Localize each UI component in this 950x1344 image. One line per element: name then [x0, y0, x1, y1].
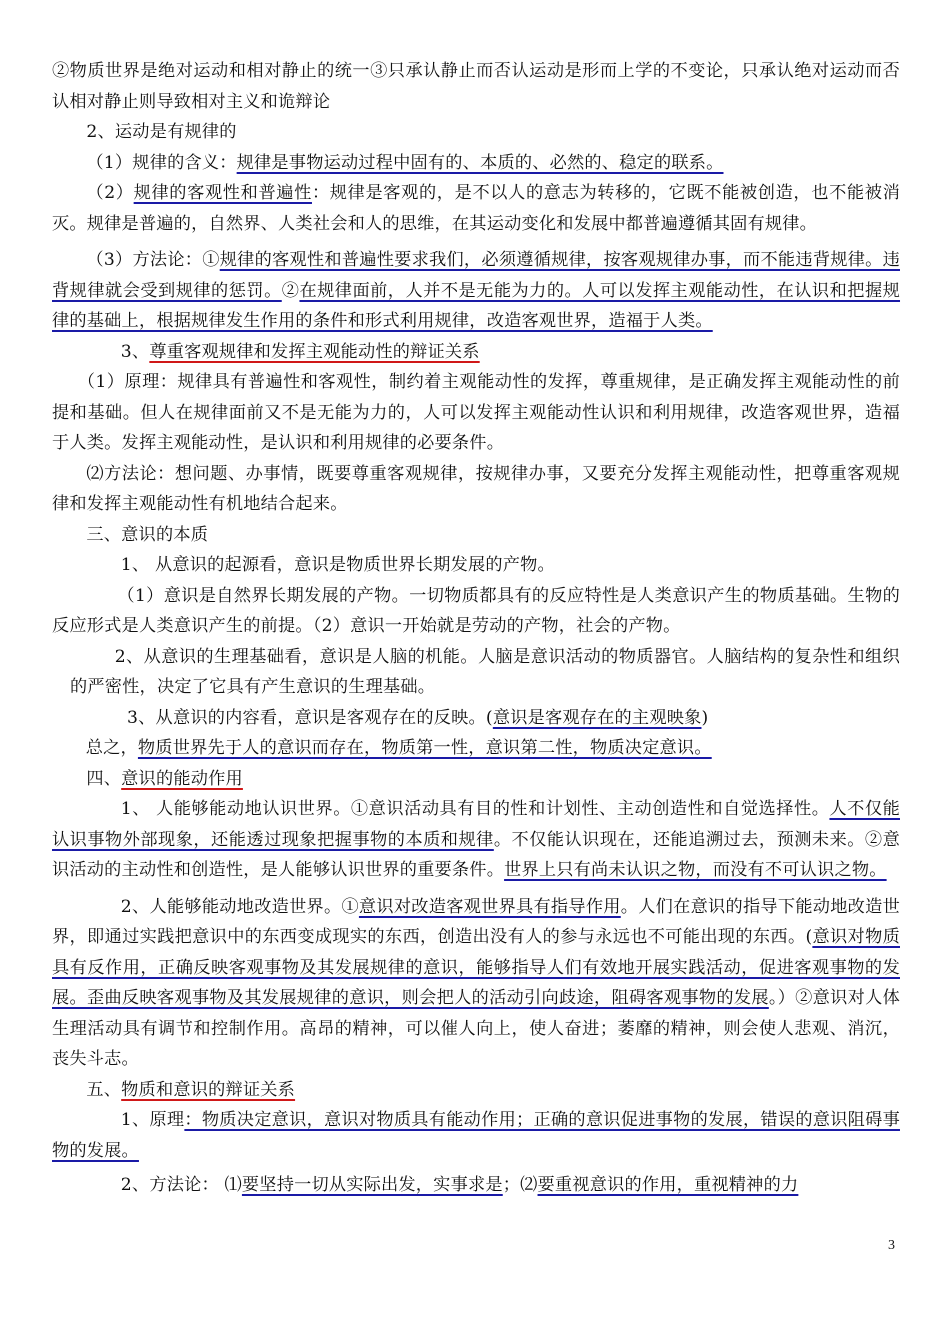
underlined-text: 物质世界先于人的意识而存在，物质第一性，意识第二性，物质决定意识。	[137, 738, 712, 758]
underlined-heading: 意识的能动作用	[121, 768, 243, 789]
underlined-text: 在规律面前，人并不是无能为力的。人可以发挥主观能动性，在认识和把握规律的基础上，根据规律发生作用的条件和形式利用规律，改造客观世界，造福于人类。	[52, 280, 901, 331]
underlined-text: 规律的客观性和普遍性	[133, 183, 312, 203]
paragraph-consciousness-origin: 1、 从意识的起源看，意识是物质世界长期发展的产物。	[120, 555, 555, 575]
underlined-text: 规律的客观性和普遍性要求我们，必须遵循规律，按客观规律办事，而不能违背规律。违背规律就会受到规律的惩罚。	[52, 250, 900, 301]
heading-motion-law: 2、运动是有规律的	[86, 122, 237, 142]
paragraph-matter-methodology: 2、方法论： ⑴要坚持一切从实际出发，实事求是；⑵要重视意识的作用，重视精神的力	[120, 1175, 799, 1195]
underlined-text: 规律是事物运动过程中固有的、本质的、必然的、稳定的联系。	[236, 152, 724, 173]
underlined-text: 世界上只有尚未认识之物，而没有不可认识之物。	[504, 860, 887, 880]
paragraph-physiological-basis: 2、从意识的生理基础看，意识是人脑的机能。人脑是意识活动的物质器官。人脑结构的复杂性和组织的严密性，决定了它具有产生意识的生理基础。	[70, 646, 900, 697]
page-number: 3	[888, 1238, 895, 1253]
underlined-text: 要坚持一切从实际出发，实事求是	[241, 1175, 503, 1195]
heading-consciousness-essence: 三、意识的本质	[86, 524, 209, 545]
underlined-text: 要重视意识的作用，重视精神的力	[537, 1175, 799, 1195]
paragraph-principle: （1）原理：规律具有普遍性和客观性，制约着主观能动性的发挥，尊重规律，是正确发挥主观能动性的前提和基础。但人在规律面前又不是无能为力的，人可以发挥主观能动性认识和利用规律，改造客观世界，造福于人类。发挥主观能动性，是认识和利用规律的必要条件。	[52, 372, 900, 453]
underlined-text: 意识是客观存在的主观映象	[492, 707, 702, 728]
heading-matter-consciousness: 五、物质和意识的辩证关系	[86, 1079, 296, 1100]
heading-active-role: 四、意识的能动作用	[86, 768, 243, 789]
document-page	[52, 56, 900, 1201]
paragraph-matter-principle: 1、原理：物质决定意识，意识对物质具有能动作用；正确的意识促进事物的发展，错误的意识阻碍事物的发展。	[52, 1110, 900, 1161]
underlined-text: 人不仅能认识事物外部现象，还能透过现象把握事物的本质和规律	[52, 799, 900, 850]
paragraph-motion-unity: ②物质世界是绝对运动和相对静止的统一③只承认静止而否认运动是形而上学的不变论，只承认绝对运动而否认相对静止则导致相对主义和诡辩论	[52, 61, 900, 112]
paragraph-nature-product: （1）意识是自然界长期发展的产物。一切物质都具有的反应特性是人类意识产生的物质基础。生物的反应形式是人类意识产生的前提。（2）意识一开始就是劳动的产物，社会的产物。	[52, 585, 900, 636]
underlined-heading: 物质和意识的辩证关系	[121, 1079, 296, 1100]
paragraph-law-methodology: （3）方法论：①规律的客观性和普遍性要求我们，必须遵循规律，按客观规律办事，而不能违背规律。违背规律就会受到规律的惩罚。②在规律面前，人并不是无能为力的。人可以发挥主观能动性，在认识和把握规律的基础上，根据规律发生作用的条件和形式利用规律，改造客观世界，造福于人类。	[52, 250, 901, 331]
paragraph-methodology: ⑵方法论：想问题、办事情，既要尊重客观规律，按规律办事，又要充分发挥主观能动性，把尊重客观规律和发挥主观能动性有机地结合起来。	[52, 463, 900, 514]
underlined-heading: 尊重客观规律和发挥主观能动性的辩证关系	[149, 341, 480, 362]
heading-dialectical-relation: 3、尊重客观规律和发挥主观能动性的辩证关系	[120, 341, 480, 362]
paragraph-summary: 总之，物质世界先于人的意识而存在，物质第一性，意识第二性，物质决定意识。	[85, 738, 712, 758]
paragraph-knowing-world: 1、 人能够能动地认识世界。①意识活动具有目的性和计划性、主动创造性和自觉选择性。人不仅能认识事物外部现象，还能透过现象把握事物的本质和规律。不仅能认识现在，还能追溯过去，预测未来。②意识活动的主动性和创造性，是人能够认识世界的重要条件。世界上只有尚未认识之物，而没有不可认识之物。	[52, 799, 900, 880]
underlined-text: ：物质决定意识，意识对物质具有能动作用；正确的意识促进事物的发展，错误的意识阻碍事物的发展。	[52, 1110, 900, 1161]
underlined-text: 意识对改造客观世界具有指导作用	[358, 896, 621, 917]
paragraph-transforming-world: 2、人能够能动地改造世界。①意识对改造客观世界具有指导作用。人们在意识的指导下能动地改造世界，即通过实践把意识中的东西变成现实的东西，创造出没有人的参与永远也不可能出现的东西。(意识对物质具有反作用，正确反映客观事物及其发展规律的意识，能够指导人们有效地开展实践活动，促进客观事物的发展。歪曲反映客观事物及其发展规律的意识，则会把人的活动引向歧途，阻碍客观事物的发展。）②意识对人体生理活动具有调节和控制作用。高昂的精神，可以催人向上，使人奋进；萎靡的精神，则会使人悲观、消沉，丧失斗志。	[52, 896, 900, 1069]
paragraph-law-objectivity: （2）规律的客观性和普遍性：规律是客观的，是不以人的意志为转移的，它既不能被创造，也不能被消灭。规律是普遍的，自然界、人类社会和人的思维，在其运动变化和发展中都普遍遵循其固有规律。	[52, 183, 900, 234]
underlined-text: 意识对物质具有反作用，正确反映客观事物及其发展规律的意识，能够指导人们有效地开展实践活动，促进客观事物的发展。歪曲反映客观事物及其发展规律的意识，则会把人的活动引向歧途，阻碍客观事物的发展	[52, 927, 900, 1008]
paragraph-law-definition: （1）规律的含义：规律是事物运动过程中固有的、本质的、必然的、稳定的联系。	[86, 152, 724, 173]
paragraph-content-reflection: 3、从意识的内容看，意识是客观存在的反映。(意识是客观存在的主观映象)	[127, 707, 709, 728]
